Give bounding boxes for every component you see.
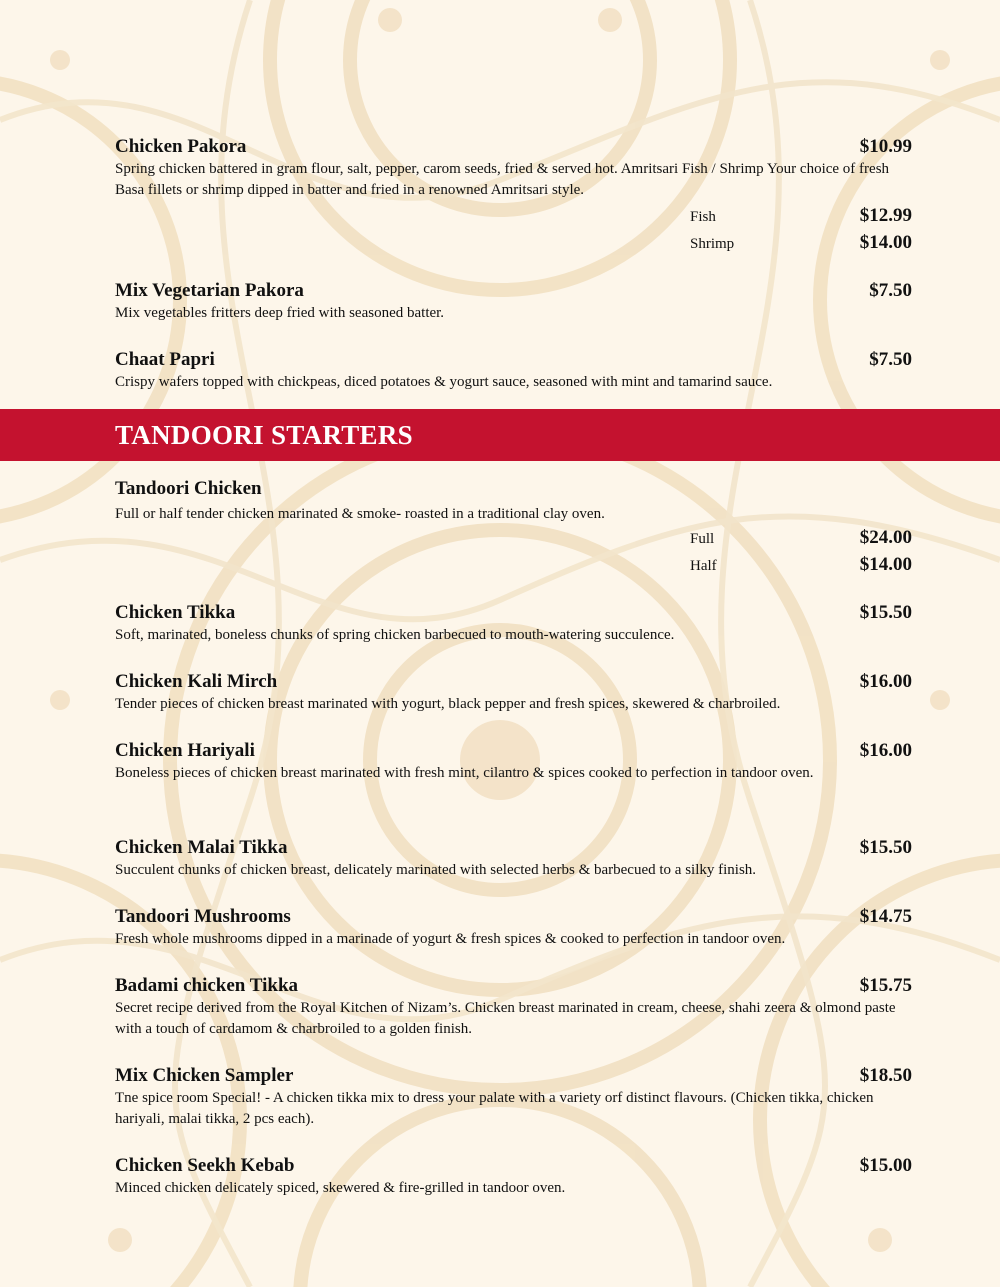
item-description: Mix vegetables fritters deep fried with seasoned batter. bbox=[115, 305, 445, 321]
menu-item-chicken-pakora bbox=[115, 136, 912, 201]
option-label: Full bbox=[690, 531, 715, 547]
item-description: Fresh whole mushrooms dipped in a marinade of yogurt & fresh spices & cooked to perfection in tandoor oven. bbox=[115, 931, 786, 947]
item-price: $7.50 bbox=[869, 349, 912, 370]
menu-item-chicken-tikka bbox=[115, 602, 912, 646]
option-label: Fish bbox=[690, 209, 716, 225]
option-price: $14.00 bbox=[859, 554, 912, 575]
menu-item-tandoori-mushrooms bbox=[115, 906, 912, 950]
item-name: Chicken Seekh Kebab bbox=[115, 1155, 295, 1176]
item-description: Tne spice room Special! - A chicken tikka mix to dress your palate with a variety orf distinct flavours. (Chicken tikka, chicken hariyali, malai tikka, 2 pcs each). bbox=[115, 1090, 874, 1127]
item-name: Chicken Kali Mirch bbox=[115, 671, 278, 692]
item-name: Chicken Tikka bbox=[115, 602, 236, 623]
section-banner bbox=[0, 409, 1000, 461]
menu-item-mix-vegetarian-pakora bbox=[115, 280, 912, 324]
item-price: $16.00 bbox=[859, 671, 912, 692]
item-description: Secret recipe derived from the Royal Kitchen of Nizam’s. Chicken breast marinated in cream, cheese, shahi zeera & olmond paste with a touch of cardamom & charbroiled to a golden finish. bbox=[115, 1000, 896, 1037]
item-price: $14.75 bbox=[859, 906, 912, 927]
item-description: Full or half tender chicken marinated & smoke- roasted in a traditional clay oven. bbox=[115, 506, 605, 522]
menu-item-badami-chicken-tikka bbox=[115, 975, 912, 1040]
item-description: Boneless pieces of chicken breast marinated with fresh mint, cilantro & spices cooked to perfection in tandoor oven. bbox=[115, 765, 814, 781]
option-price: $24.00 bbox=[859, 527, 912, 548]
item-description: Succulent chunks of chicken breast, delicately marinated with selected herbs & barbecued to a silky finish. bbox=[115, 862, 757, 878]
menu-item-chicken-kali-mirch bbox=[115, 671, 912, 715]
menu-item-mix-chicken-sampler bbox=[115, 1065, 912, 1130]
item-description: Soft, marinated, boneless chunks of spring chicken barbecued to mouth-watering succulence. bbox=[115, 627, 675, 643]
item-price: $16.00 bbox=[859, 740, 912, 761]
item-name: Chicken Pakora bbox=[115, 136, 247, 157]
price-option-half bbox=[690, 554, 912, 576]
menu-item-chicken-malai-tikka bbox=[115, 837, 912, 881]
item-price: $15.50 bbox=[859, 837, 912, 858]
menu-item-chicken-hariyali bbox=[115, 740, 912, 784]
item-description: Spring chicken battered in gram flour, salt, pepper, carom seeds, fried & served hot. Amritsari Fish / Shrimp Your choice of fresh Basa fillets or shrimp dipped in batter and fried in a renowned Amritsari style. bbox=[115, 161, 890, 198]
item-name: Badami chicken Tikka bbox=[115, 975, 299, 996]
item-name: Chicken Malai Tikka bbox=[115, 837, 288, 858]
item-name: Tandoori Mushrooms bbox=[115, 906, 291, 927]
price-option-fish bbox=[690, 205, 912, 227]
option-label: Half bbox=[690, 558, 717, 574]
menu-item-chaat-papri bbox=[115, 349, 912, 393]
item-name: Mix Chicken Sampler bbox=[115, 1065, 294, 1086]
item-price: $18.50 bbox=[859, 1065, 912, 1086]
item-description: Tender pieces of chicken breast marinated with yogurt, black pepper and fresh spices, skewered & charbroiled. bbox=[115, 696, 781, 712]
item-name: Chaat Papri bbox=[115, 349, 215, 370]
option-price: $14.00 bbox=[859, 232, 912, 253]
item-price: $10.99 bbox=[859, 136, 912, 157]
menu-item-tandoori-chicken bbox=[115, 478, 912, 525]
section-title: TANDOORI STARTERS bbox=[115, 419, 413, 450]
option-price: $12.99 bbox=[859, 205, 912, 226]
menu-item-chicken-seekh-kebab bbox=[115, 1155, 912, 1199]
price-option-full bbox=[690, 527, 912, 549]
item-description: Minced chicken delicately spiced, skewered & fire-grilled in tandoor oven. bbox=[115, 1180, 566, 1196]
item-name: Chicken Hariyali bbox=[115, 740, 255, 761]
item-name: Mix Vegetarian Pakora bbox=[115, 280, 304, 301]
price-option-shrimp bbox=[690, 232, 912, 254]
item-price: $15.00 bbox=[859, 1155, 912, 1176]
item-price: $15.50 bbox=[859, 602, 912, 623]
item-name: Tandoori Chicken bbox=[115, 478, 262, 499]
item-price: $7.50 bbox=[869, 280, 912, 301]
item-price: $15.75 bbox=[859, 975, 912, 996]
option-label: Shrimp bbox=[690, 236, 735, 252]
item-description: Crispy wafers topped with chickpeas, diced potatoes & yogurt sauce, seasoned with mint and tamarind sauce. bbox=[115, 374, 773, 390]
